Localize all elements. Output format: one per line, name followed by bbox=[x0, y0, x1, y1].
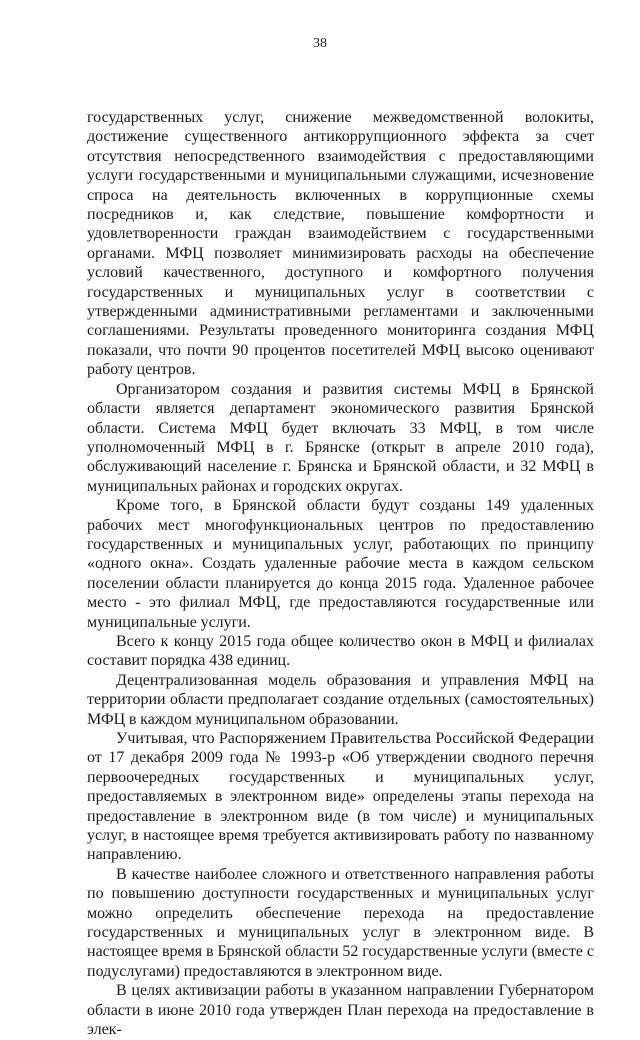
paragraph-government-order: Учитывая, что Распоряжением Правительства Российской Федерации от 17 декабря 2009 года № 1993-р «Об утверждении сводного перечня первоочередных государственных и муниципальных услуг, предоставляемых в электронном виде» определены этапы перехода на предоставление в электронном виде (в том числе) и муниципальных услуг, в настоящее время требуется активизировать работу по названному направлению. bbox=[87, 730, 594, 864]
paragraph-electronic-services: В качестве наиболее сложного и ответственного направления работы по повышению доступности государственных и муниципальных услуг можно определить обеспечение перехода на предоставление государственных и муниципальных услуг в электронном виде. В настоящее время в Брянской области 52 государственные услуги (вместе с подуслугами) предоставляются в электронном виде. bbox=[87, 865, 594, 980]
page-number: 38 bbox=[313, 36, 327, 51]
paragraph-remote-workplaces: Кроме того, в Брянской области будут созданы 149 удаленных рабочих мест многофункциональных центров по предоставлению государственных и муниципальных услуг, работающих по принципу «одного окна». Создать удаленные рабочие места в каждом сельском поселении области планируется до конца 2015 года. Удаленное рабочее место - это филиал МФЦ, где предоставляются государственные или муниципальные услуги. bbox=[87, 497, 594, 631]
paragraph-mfc-organizer: Организатором создания и развития системы МФЦ в Брянской области является департамент экономического развития Брянской области. Система МФЦ будет включать 33 МФЦ, в том числе уполномоченный МФЦ в г. Брянске (открыт в апреле 2010 года), обслуживающий население г. Брянска и Брянской области, и 32 МФЦ в муниципальных районах и городских округах. bbox=[87, 380, 594, 495]
paragraph-window-count: Всего к концу 2015 года общее количество окон в МФЦ и филиалах составит порядка 438 единиц. bbox=[87, 632, 594, 670]
paragraph-decentralized-model: Децентрализованная модель образования и управления МФЦ на территории области предполагает создание отдельных (самостоятельных) МФЦ в каждом муниципальном образовании. bbox=[87, 671, 594, 728]
paragraph-continuation: государственных услуг, снижение межведомственной волокиты, достижение существенного антикоррупционного эффекта за счет отсутствия непосредственного взаимодействия с предоставляющими услуги государственными и муниципальными служащими, исчезновение спроса на деятельность включенных в коррупционные схемы посредников и, как следствие, повышение комфортности и удовлетворенности граждан взаимодействием с государственными органами. МФЦ позволяет минимизировать расходы на обеспечение условий качественного, доступного и комфортного получения государственных и муниципальных услуг в соответствии с утвержденными административными регламентами и заключенными соглашениями. Результаты проведенного мониторинга создания МФЦ показали, что почти 90 процентов посетителей МФЦ высоко оценивают работу центров. bbox=[87, 109, 594, 379]
document-body bbox=[87, 108, 594, 1040]
paragraph-governor-plan: В целях активизации работы в указанном направлении Губернатором области в июне 2010 года утвержден План перехода на предоставление в элек- bbox=[87, 982, 594, 1039]
